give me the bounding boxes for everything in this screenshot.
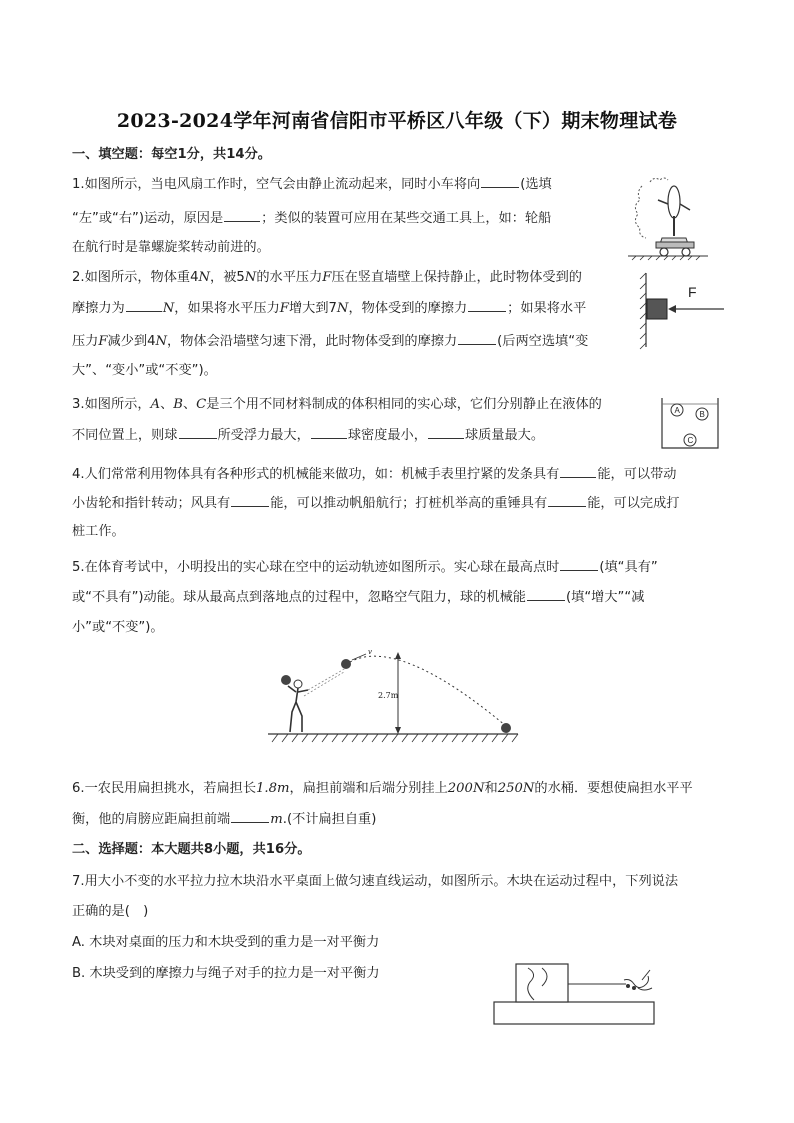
answer-blank[interactable] xyxy=(428,426,464,439)
answer-blank[interactable] xyxy=(231,810,269,823)
q4-line-1: 4.人们常常利用物体具有各种形式的机械能来做功，如：机械手表里拧紧的发条具有 能，可以带动 xyxy=(72,467,677,482)
q7-line-2: 正确的是( ) xyxy=(72,904,149,919)
q5-line-1: 5.在体育考试中，小明投出的实心球在空中的运动轨迹如图所示。实心球在最高点时 (填“具有” xyxy=(72,560,658,575)
answer-blank[interactable] xyxy=(527,588,565,601)
ball-b-label: B xyxy=(699,410,705,419)
section-1-heading: 一、填空题：每空1分，共14分。 xyxy=(72,147,271,162)
q1-line-1: 1.如图所示，当电风扇工作时，空气会由静止流动起来，同时小车将向 (选填 xyxy=(72,177,552,192)
q5-line-3: 小”或“不变”)。 xyxy=(72,620,164,635)
q6-line-1: 6.一农民用扁担挑水，若扁担长1.8m，扁担前端和后端分别挂上200N和250N的水桶．要想使扁担水平平 xyxy=(72,781,693,796)
q7-option-b[interactable]: B. 木块受到的摩擦力与绳子对手的拉力是一对平衡力 xyxy=(72,966,380,981)
q2-line-2: 摩擦力为 N，如果将水平压力F增大到7N，物体受到的摩擦力 ；如果将水平 xyxy=(72,301,587,316)
answer-blank[interactable] xyxy=(311,426,347,439)
answer-blank[interactable] xyxy=(179,426,217,439)
answer-blank[interactable] xyxy=(458,332,496,345)
q3-line-2: 不同位置上，则球 所受浮力最大， 球密度最小， 球质量最大。 xyxy=(72,428,545,443)
shot-put-trajectory-figure xyxy=(268,644,520,744)
floating-balls-figure xyxy=(660,396,720,452)
q3-line-1: 3.如图所示，A、B、C是三个用不同材料制成的体积相同的实心球，它们分别静止在液体的 xyxy=(72,397,602,412)
q1-line-2: “左”或“右”)运动，原因是 ；类似的装置可应用在某些交通工具上，如：轮船 xyxy=(72,211,552,226)
block-pull-figure xyxy=(492,950,672,1026)
fan-cart-figure xyxy=(628,176,708,260)
q7-option-a[interactable]: A. 木块对桌面的压力和木块受到的重力是一对平衡力 xyxy=(72,935,380,950)
q5-line-2: 或“不具有”)动能。球从最高点到落地点的过程中，忽略空气阻力，球的机械能 (填“增大”“减 xyxy=(72,590,645,605)
answer-blank[interactable] xyxy=(481,175,519,188)
answer-blank[interactable] xyxy=(126,299,162,312)
q7-line-1: 7.用大小不变的水平拉力拉木块沿水平桌面上做匀速直线运动，如图所示。木块在运动过程中，下列说法 xyxy=(72,874,679,889)
force-label: F xyxy=(688,284,697,300)
answer-blank[interactable] xyxy=(560,558,598,571)
answer-blank[interactable] xyxy=(231,494,269,507)
q6-line-2: 衡，他的肩膀应距扁担前端 m.(不计扁担自重) xyxy=(72,812,377,827)
q1-line-3: 在航行时是靠螺旋桨转动前进的。 xyxy=(72,240,270,255)
answer-blank[interactable] xyxy=(224,209,260,222)
q2-line-3: 压力F减少到4N，物体会沿墙壁匀速下滑，此时物体受到的摩擦力 (后两空选填“变 xyxy=(72,334,589,349)
velocity-label: v xyxy=(368,648,372,656)
q4-line-2: 小齿轮和指针转动；风具有 能，可以推动帆船航行；打桩机举高的重锤具有 能，可以完成打 xyxy=(72,496,680,511)
wall-block-figure xyxy=(640,273,730,349)
ball-c-label: C xyxy=(687,436,694,445)
q4-line-3: 桩工作。 xyxy=(72,524,125,539)
q2-line-1: 2.如图所示，物体重4N，被5N的水平压力F压在竖直墙壁上保持静止，此时物体受到的 xyxy=(72,270,582,285)
page-title: 2023-2024学年河南省信阳市平桥区八年级（下）期末物理试卷 xyxy=(116,110,678,132)
section-2-heading: 二、选择题：本大题共8小题，共16分。 xyxy=(72,842,311,857)
height-label: 2.7m xyxy=(378,691,399,700)
answer-blank[interactable] xyxy=(548,494,586,507)
answer-blank[interactable] xyxy=(560,465,596,478)
ball-a-label: A xyxy=(674,406,680,415)
answer-blank[interactable] xyxy=(468,299,506,312)
q2-line-4: 大”、“变小”或“不变”)。 xyxy=(72,363,217,378)
